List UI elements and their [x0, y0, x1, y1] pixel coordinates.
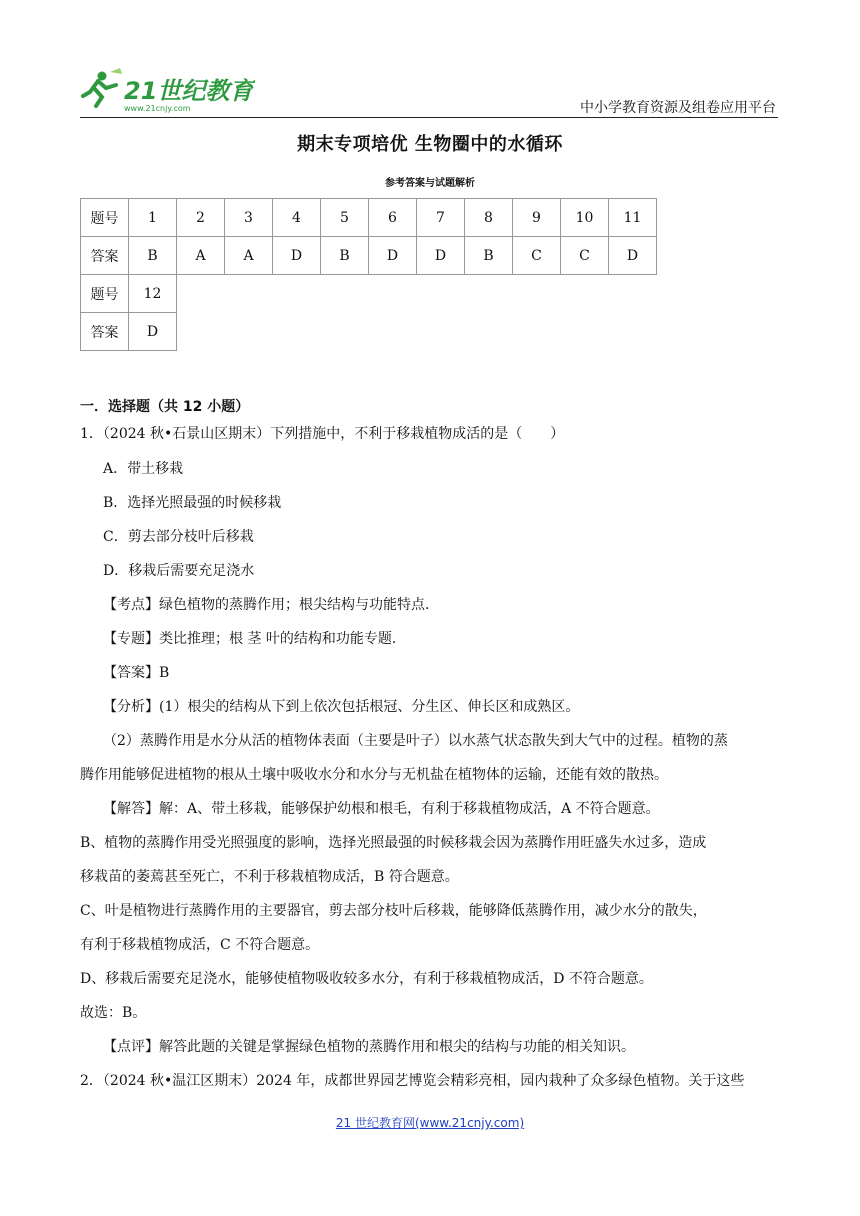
- analysis-3: 腾作用能够促进植物的根从土壤中吸收水分和水分与无机盐在植物体的运输，还能有效的散热。: [80, 767, 668, 783]
- platform-name: 中小学教育资源及组卷应用平台: [580, 100, 776, 116]
- question-2-stem: 2．（2024 秋•温江区期末）2024 年，成都世界园艺博览会精彩亮相，园内栽种了众多绿色植物。关于这些: [80, 1073, 745, 1089]
- row-label-answer: 答案: [81, 237, 129, 275]
- question-number: 6: [369, 199, 417, 237]
- answer-cell: D: [369, 237, 417, 275]
- answer-cell: A: [225, 237, 273, 275]
- solution-3: 移栽苗的萎蔫甚至死亡，不利于移栽植物成活，B 符合题意。: [80, 869, 459, 885]
- answer-table-1: [80, 198, 657, 275]
- question-number: 10: [561, 199, 609, 237]
- solution-5: 有利于移栽植物成活，C 不符合题意。: [80, 937, 320, 953]
- answer-cell: B: [129, 237, 177, 275]
- answer-cell: A: [177, 237, 225, 275]
- answer-cell: D: [609, 237, 657, 275]
- running-figure-icon: [83, 68, 122, 106]
- row-label-question: 题号: [81, 199, 129, 237]
- zhuanti: 【专题】类比推理；根 茎 叶的结构和功能专题．: [103, 631, 406, 647]
- answer-row: [81, 237, 657, 275]
- row-label-question: 题号: [81, 275, 129, 313]
- answer-cell: D: [273, 237, 321, 275]
- answer-cell: C: [561, 237, 609, 275]
- comment: 【点评】解答此题的关键是掌握绿色植物的蒸腾作用和根尖的结构与功能的相关知识。: [103, 1039, 635, 1055]
- question-number: 1: [129, 199, 177, 237]
- question-number-row: [81, 199, 657, 237]
- logo-text: 21世纪教育: [124, 77, 254, 105]
- question-number: 9: [513, 199, 561, 237]
- logo-url: www.21cnjy.com: [124, 104, 191, 113]
- header-divider: [80, 117, 778, 118]
- option-b: B．选择光照最强的时候移栽: [103, 495, 282, 511]
- solution-2: B、植物的蒸腾作用受光照强度的影响，选择光照最强的时候移栽会因为蒸腾作用旺盛失水过多，造成: [80, 835, 707, 851]
- answer-table-2: [80, 274, 177, 351]
- answer-row: [81, 313, 177, 351]
- question-number: 3: [225, 199, 273, 237]
- solution-4: C、叶是植物进行蒸腾作用的主要器官，剪去部分枝叶后移栽，能够降低蒸腾作用，减少水分的散失，: [80, 903, 707, 919]
- question-number: 2: [177, 199, 225, 237]
- option-d: D．移栽后需要充足浇水: [103, 563, 255, 579]
- page-title: 期末专项培优 生物圈中的水循环: [297, 134, 563, 155]
- question-number: 5: [321, 199, 369, 237]
- answer-cell: B: [465, 237, 513, 275]
- choice-conclusion: 故选：B。: [80, 1005, 147, 1021]
- answer-cell: B: [321, 237, 369, 275]
- option-c: C．剪去部分枝叶后移栽: [103, 529, 254, 545]
- page-subtitle: 参考答案与试题解析: [385, 178, 475, 189]
- logo-21cnjy: [80, 66, 255, 114]
- question-number: 11: [609, 199, 657, 237]
- solution-6: D、移栽后需要充足浇水，能够使植物吸收较多水分，有利于移栽植物成活，D 不符合题意。: [80, 971, 653, 987]
- question-number: 8: [465, 199, 513, 237]
- answer-cell: D: [417, 237, 465, 275]
- row-label-answer: 答案: [81, 313, 129, 351]
- question-1-stem: 1．（2024 秋•石景山区期末）下列措施中，不利于移栽植物成活的是（ ）: [80, 426, 565, 442]
- question-number-row: [81, 275, 177, 313]
- answer-cell: C: [513, 237, 561, 275]
- answer-label: 【答案】B: [103, 665, 170, 681]
- analysis-1: 【分析】(1）根尖的结构从下到上依次包括根冠、分生区、伸长区和成熟区。: [103, 699, 580, 715]
- question-number: 4: [273, 199, 321, 237]
- kaodian: 【考点】绿色植物的蒸腾作用；根尖结构与功能特点．: [103, 597, 439, 613]
- footer-link[interactable]: 21 世纪教育网(www.21cnjy.com): [335, 1116, 525, 1130]
- solution-1: 【解答】解：A、带土移栽，能够保护幼根和根毛，有利于移栽植物成活，A 不符合题意。: [103, 801, 660, 817]
- option-a: A．带土移栽: [103, 461, 184, 477]
- question-number: 12: [129, 275, 177, 313]
- section-heading: 一．选择题（共 12 小题）: [80, 399, 250, 415]
- question-number: 7: [417, 199, 465, 237]
- analysis-2: （2）蒸腾作用是水分从活的植物体表面（主要是叶子）以水蒸气状态散失到大气中的过程。植物的蒸: [103, 733, 728, 749]
- answer-cell: D: [129, 313, 177, 351]
